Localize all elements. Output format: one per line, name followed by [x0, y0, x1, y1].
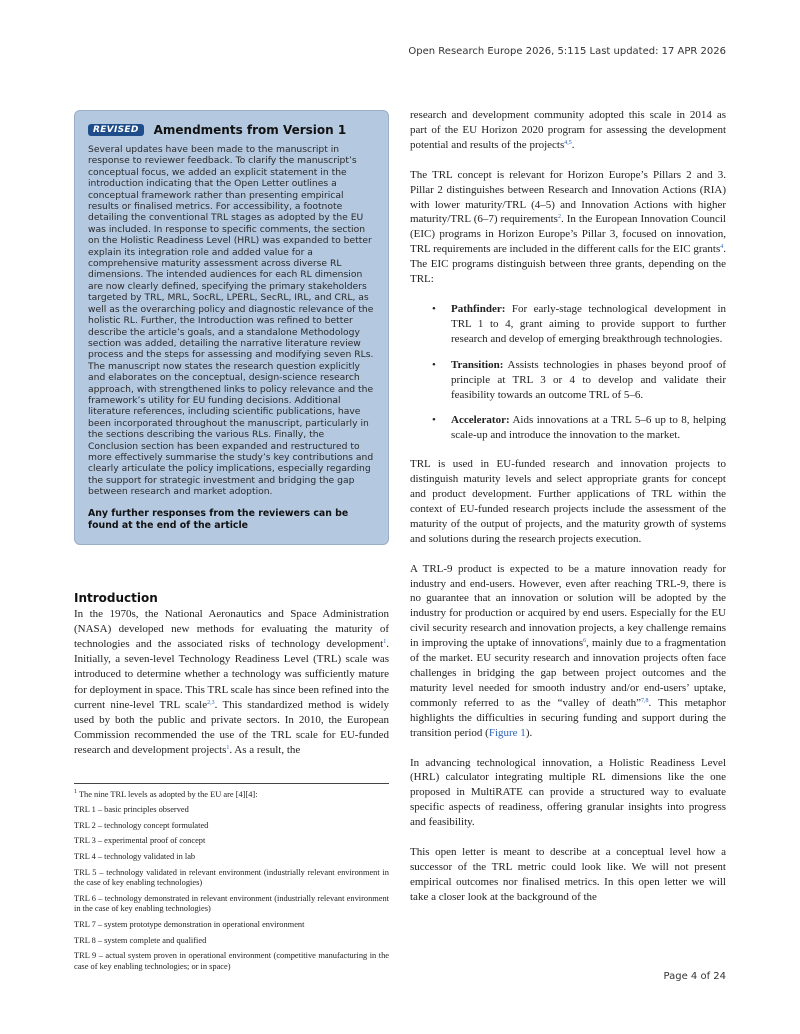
figure-1-link[interactable]: Figure 1 — [488, 726, 526, 739]
eic-grants-list — [410, 302, 726, 443]
footnote-trl-item: TRL 1 – basic principles observed — [74, 805, 189, 815]
list-item: • Pathfinder: For early-stage technological development in TRL 1 to 4, grant aiming to provide support to further research and develop of emerging breakthrough technologies. — [432, 302, 726, 345]
footnote-trl-item: TRL 7 – system prototype demonstration in operational environment — [74, 919, 305, 929]
bullet-icon: • — [432, 414, 436, 427]
amendments-header — [88, 123, 374, 137]
revised-badge: REVISED — [88, 124, 144, 136]
right-column — [410, 108, 726, 920]
introduction-heading: Introduction — [74, 590, 158, 605]
citation-link[interactable]: 7,8 — [641, 697, 649, 704]
footnote-trl-item: TRL 2 – technology concept formulated — [74, 820, 209, 830]
body-paragraph: The TRL concept is relevant for Horizon Europe’s Pillars 2 and 3. Pillar 2 distinguishes between Research and Innovation Actions (RIA) with lower maturity/TRL (4–5) and Innovation Actions with higher maturity/TRL (6–7) requirements$^2$. In the European Innovation Council (EIC) programs in Horizon Europe’s Pillar 3, focused on innovation, TRL requirements are included in the different calls for the EIC grants$^4$. The EIC programs distinguish between three grants, depending on the TRL: — [410, 168, 726, 286]
footnote-trl-item: TRL 9 – actual system proven in operational environment (competitive manufacturing in the case of key enabling technologies; or in space) — [74, 951, 389, 971]
body-paragraph: In advancing technological innovation, a Holistic Readiness Level (HRL) calculator integrating multiple RL dimensions like the one proposed in MultiRATE can provide a structured way to evaluate specific aspects of readiness, offering granular insights into progress and feasibility. — [410, 756, 726, 829]
footnote-trl-item: TRL 3 – experimental proof of concept — [74, 836, 206, 846]
citation-link[interactable]: 4,5 — [564, 139, 572, 146]
footnote-1: $^1$ The nine TRL levels as adopted by the EU are [4][4]: — [74, 788, 258, 799]
footnote-trl-item: TRL 5 – technology validated in relevant environment (industrially relevant environment in the case of key enabling technologies) — [74, 867, 389, 888]
left-column — [74, 110, 389, 977]
bullet-icon: • — [432, 358, 436, 371]
bullet-icon: • — [432, 302, 436, 315]
journal-header: Open Research Europe 2026, 5:115 Last updated: 17 APR 2026 — [408, 46, 726, 57]
body-paragraph: TRL is used in EU-funded research and innovation projects to distinguish maturity levels and select appropriate grants for concept and product development. Further applications of TRL within the context of EU-funded research projects include the assessment of the maturity of the output of projects, and the maturity growth of systems and solutions during the research projects execution. — [410, 458, 726, 545]
list-item: • Transition: Assists technologies in phases beyond proof of principle at TRL 3 or 4 to develop and validate their feasibility towards an outcome TRL of 5–6. — [432, 358, 726, 401]
citation-link[interactable]: 4 — [720, 244, 724, 251]
citation-link[interactable]: 2,3 — [207, 699, 215, 706]
footnotes — [74, 783, 389, 973]
citation-link[interactable]: 6 — [583, 638, 587, 645]
footnote-trl-item: TRL 8 – system complete and qualified — [74, 935, 207, 945]
reviewer-responses-note: Any further responses from the reviewers can be found at the end of the article — [88, 507, 349, 531]
body-paragraph: This open letter is meant to describe at a conceptual level how a successor of the TRL metric could look like. We will not present empirical outcomes nor finalised metrics. In this open letter we will take a closer look at the background of the — [410, 846, 726, 903]
citation-link[interactable]: 1 — [226, 745, 230, 752]
list-item: • Accelerator: Aids innovations at a TRL 5–6 up to 8, helping scale-up and introduce the innovation to the market. — [432, 414, 726, 442]
amendments-title: Amendments from Version 1 — [153, 123, 347, 137]
amendments-box — [74, 110, 389, 545]
citation-link[interactable]: 2 — [557, 214, 561, 221]
footnote-trl-item: TRL 4 – technology validated in lab — [74, 852, 196, 861]
introduction-paragraph: In the 1970s, the National Aeronautics and Space Administration (NASA) developed new methods for evaluating the maturity of technologies and the associated risks of technology development$^1$. Initially, a seven-level Technology Readiness Level (TRL) scale was introduced to determine whether a technology was sufficiently mature for deployment in space. This TRL scale has since been refined into the current nine-level TRL scale$^{2,3}$. This standardized method is widely used by both the public and private sectors. In 2010, the European Commission recommended the use of the TRL scale for EU-funded research and development projects$^1$. As a result, the — [74, 607, 389, 757]
body-paragraph: A TRL-9 product is expected to be a mature innovation ready for industry and end-users. However, even after reaching TRL-9, there is no guarantee that an innovation or solution will be adopted by the industry for production or acquired by end users. Especially for the EU civil security research and innovation projects, a key challenge remains in improving the uptake of innovations$^6$, mainly due to a fragmentation of the market. EU security research and innovation projects often face challenges in bridging the gap between project outcomes and the maturity level needed for smooth industry and/or end-users’ uptake, commonly referred to as the “valley of death”$^{7,8}$. This metaphor highlights the difficulties in securing funding and support during the transition period (Figure 1). — [410, 562, 726, 739]
amendments-text: Several updates have been made to the manuscript in response to reviewer feedback. To clarify the manuscript’s conceptual focus, we added an explicit statement in the introduction indicating that the Open Letter outlines a conceptual framework rather than presenting empirical results or finalised metrics. For accessibility, a footnote detailing the conventional TRL stages as adopted by the EU was included. In response to specific comments, the section on the Holistic Readiness Level (HRL) was expanded to better explain its integration role and added value for a comprehensive maturity assessment across diverse RL dimensions. The intended audiences for each RL dimension are now clearly defined, specifying the primary stakeholders targeted by TRL, MRL, SocRL, LPERL, SecRL, IRL, and CRL, as well as the overarching policy and diagnostic relevance of the holistic RL. Further, the Introduction was refined to better describe the article’s goals, and a standalone Methodology section was added, detailing the narrative literature review process and the steps for assessing and modifying seven RLs. The manuscript now states the research question explicitly and elaborates on the conceptual, design-science research approach, with strengthened links to policy relevance and the framework’s utility for EU funding decisions. Additional literature references, including scientific publications, have been incorporated throughout the manuscript, particularly in the sections describing the various RLs. Finally, the Conclusion section has been expanded and restructured to more effectively summarise the study’s key contributions and clearly articulate the policy implications, especially regarding the support for strategic investment and bridging the gap between research and market adoption. — [88, 144, 374, 498]
citation-link[interactable]: 1 — [383, 639, 387, 645]
footnote-trl-item: TRL 6 – technology demonstrated in relevant environment (industrially relevant environment in the case of key enabling technologies) — [74, 893, 389, 914]
body-paragraph: research and development community adopted this scale in 2014 as part of the EU Horizon 2020 program for assessing the development potential and results of the projects$^{4,5}$. — [410, 109, 726, 151]
page-number: Page 4 of 24 — [663, 971, 726, 982]
